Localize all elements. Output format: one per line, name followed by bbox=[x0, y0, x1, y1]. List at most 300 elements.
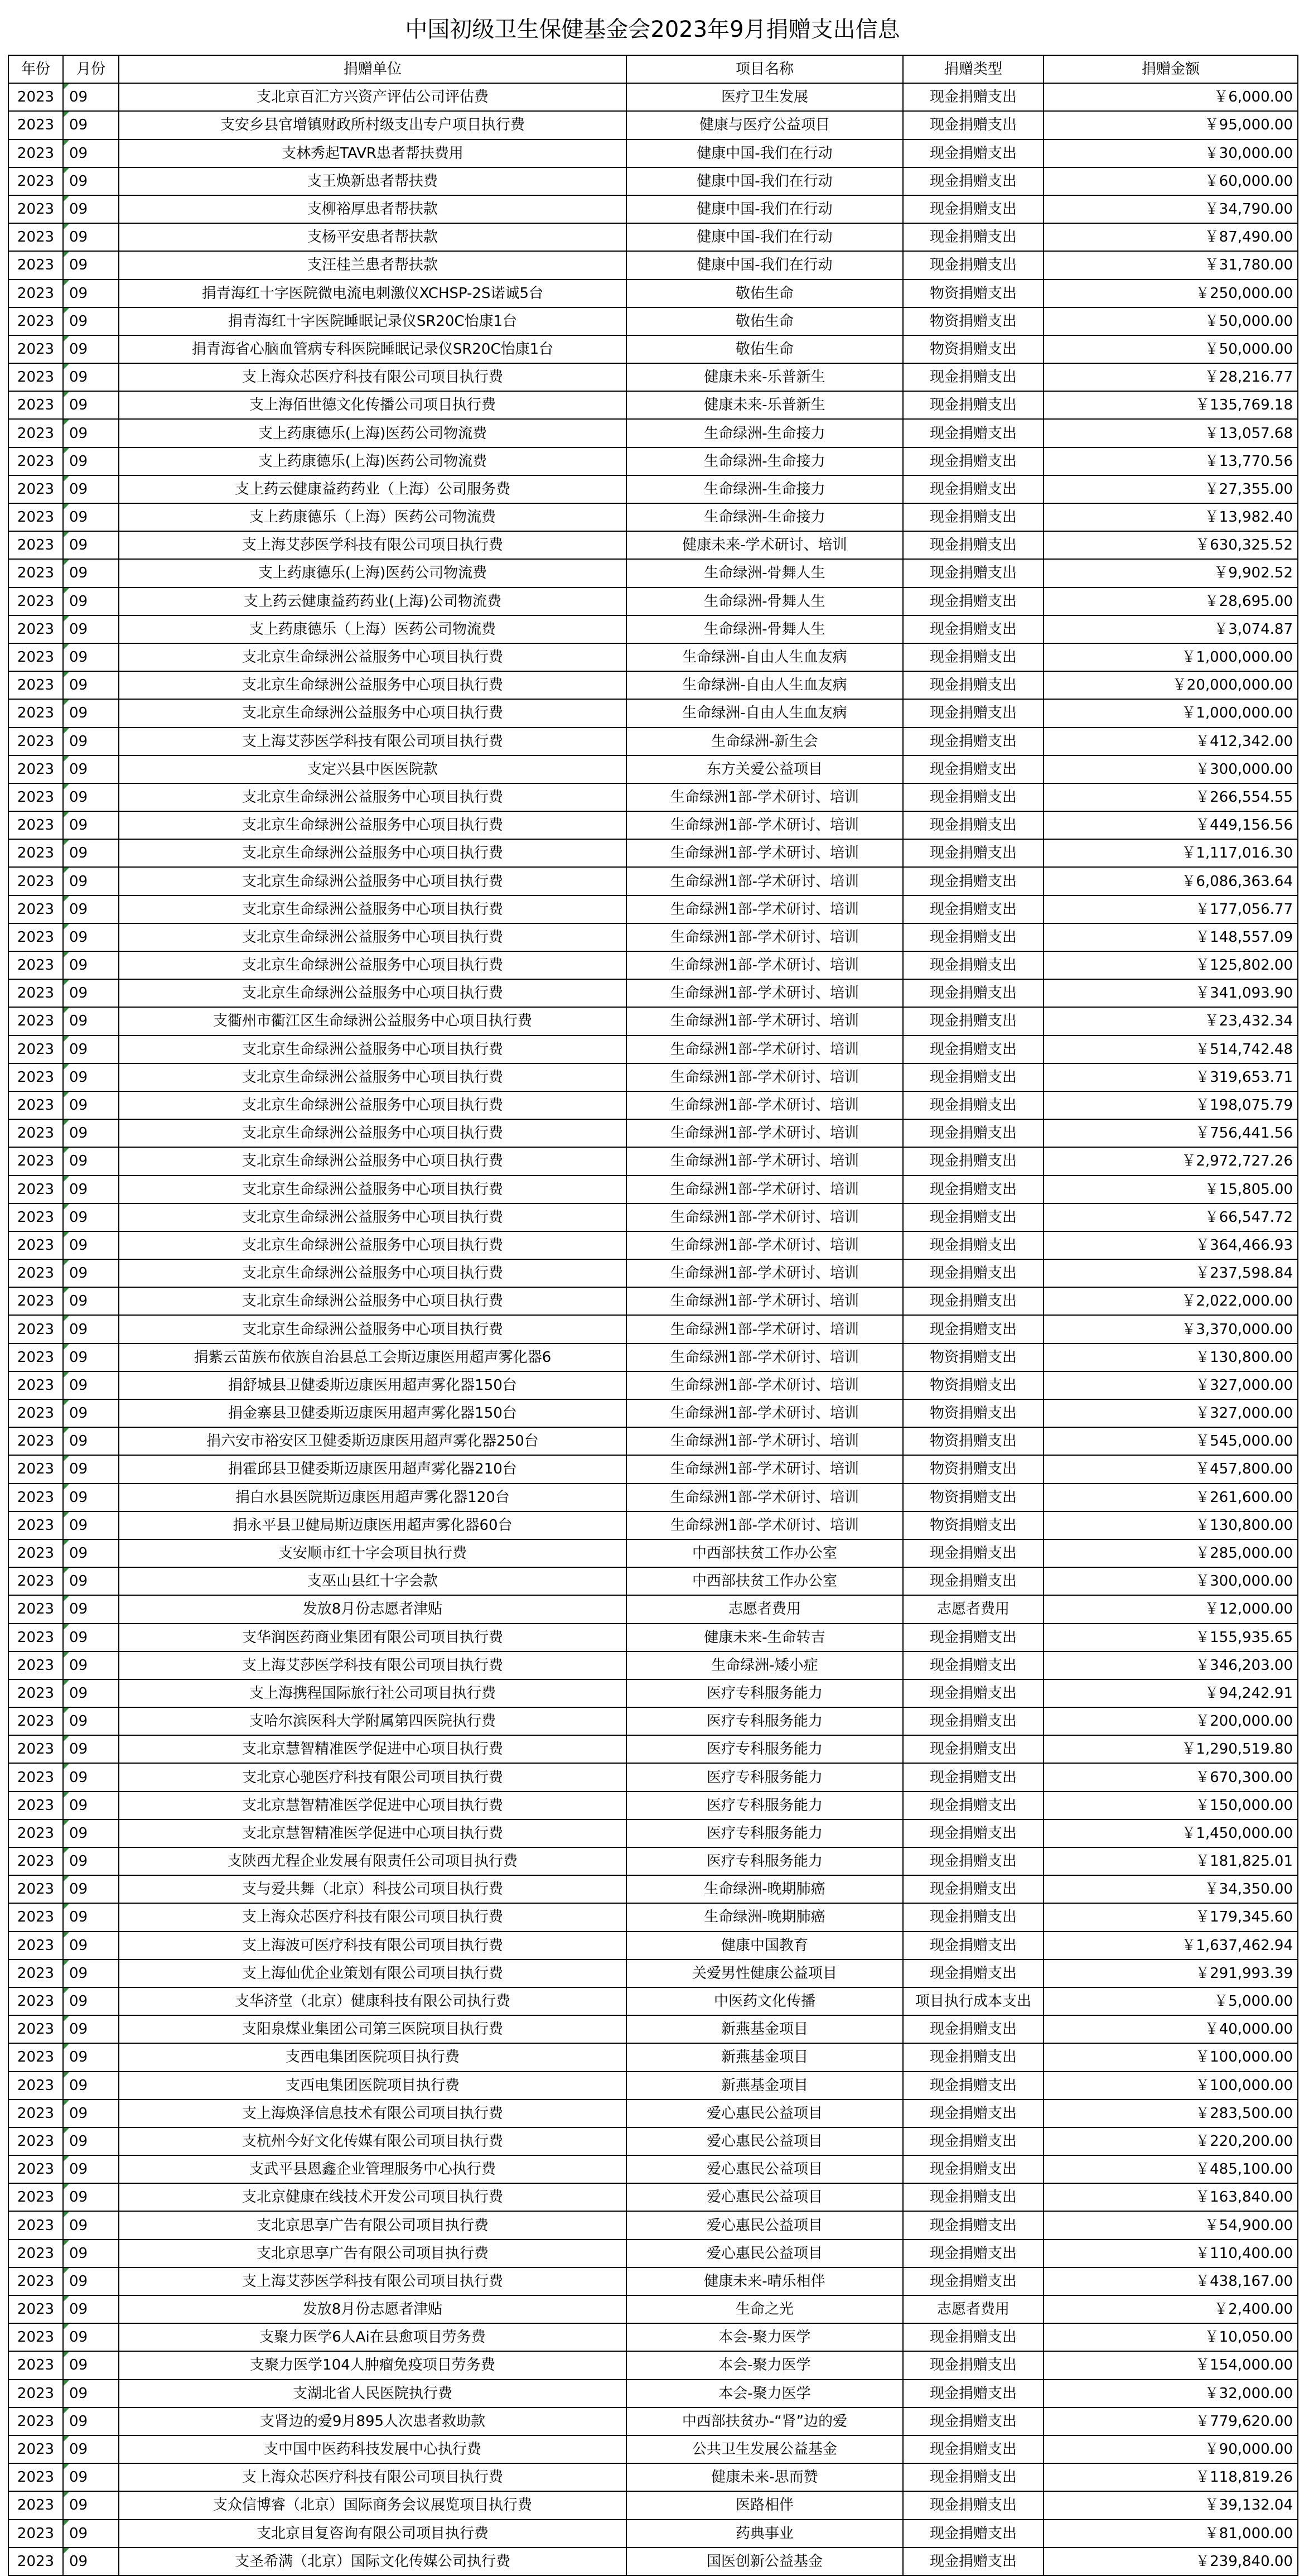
project-name-cell: 生命绿洲-矮小症 bbox=[626, 1651, 903, 1679]
donation-unit-cell: 支上海仙优企业策划有限公司项目执行费 bbox=[119, 1959, 626, 1987]
donation-unit-cell: 支西电集团医院项目执行费 bbox=[119, 2043, 626, 2071]
donation-unit-cell: 捐霍邱县卫健委斯迈康医用超声雾化器210台 bbox=[119, 1455, 626, 1483]
donation-unit-cell: 支北京生命绿洲公益服务中心项目执行费 bbox=[119, 923, 626, 951]
month-cell: 09 bbox=[63, 2267, 119, 2295]
donation-unit-cell: 支北京生命绿洲公益服务中心项目执行费 bbox=[119, 1231, 626, 1259]
donation-unit-cell: 支北京生命绿洲公益服务中心项目执行费 bbox=[119, 671, 626, 699]
year-cell: 2023 bbox=[8, 2267, 63, 2295]
table-row bbox=[8, 1819, 1298, 1847]
donation-amount-cell: ￥670,300.00 bbox=[1044, 1763, 1298, 1791]
table-row bbox=[8, 2183, 1298, 2211]
month-cell: 09 bbox=[63, 615, 119, 643]
donation-amount-cell: ￥630,325.52 bbox=[1044, 531, 1298, 559]
year-cell: 2023 bbox=[8, 1203, 63, 1231]
donation-unit-cell: 支上海波可医疗科技有限公司项目执行费 bbox=[119, 1932, 626, 1959]
donation-type-cell: 现金捐赠支出 bbox=[903, 895, 1044, 923]
project-name-cell: 生命绿洲1部-学术研讨、培训 bbox=[626, 1287, 903, 1315]
donation-type-cell: 现金捐赠支出 bbox=[903, 2240, 1044, 2267]
month-cell: 09 bbox=[63, 1484, 119, 1511]
table-row bbox=[8, 1259, 1298, 1287]
donation-amount-cell: ￥5,000.00 bbox=[1044, 1987, 1298, 2015]
table-row bbox=[8, 1847, 1298, 1875]
table-row bbox=[8, 2408, 1298, 2435]
donation-type-cell: 现金捐赠支出 bbox=[903, 1763, 1044, 1791]
month-cell: 09 bbox=[63, 1932, 119, 1959]
donation-unit-cell: 支定兴县中医医院款 bbox=[119, 755, 626, 783]
month-cell: 09 bbox=[63, 2380, 119, 2408]
year-cell: 2023 bbox=[8, 1875, 63, 1903]
donation-unit-cell: 支聚力医学6人Ai在县愈项目劳务费 bbox=[119, 2323, 626, 2351]
table-row bbox=[8, 811, 1298, 839]
donation-type-cell: 现金捐赠支出 bbox=[903, 419, 1044, 447]
project-name-cell: 中西部扶贫工作办公室 bbox=[626, 1539, 903, 1567]
donation-amount-cell: ￥50,000.00 bbox=[1044, 307, 1298, 335]
donation-amount-cell: ￥34,350.00 bbox=[1044, 1875, 1298, 1903]
donation-unit-cell: 支北京生命绿洲公益服务中心项目执行费 bbox=[119, 895, 626, 923]
project-name-cell: 新燕基金项目 bbox=[626, 2015, 903, 2043]
donation-type-cell: 现金捐赠支出 bbox=[903, 2463, 1044, 2491]
project-name-cell: 生命绿洲-新生会 bbox=[626, 728, 903, 755]
donation-unit-cell: 支北京生命绿洲公益服务中心项目执行费 bbox=[119, 979, 626, 1007]
project-name-cell: 爱心惠民公益项目 bbox=[626, 2211, 903, 2239]
table-row bbox=[8, 1567, 1298, 1595]
donation-unit-cell: 支西电集团医院项目执行费 bbox=[119, 2072, 626, 2100]
project-name-cell: 生命绿洲-生命接力 bbox=[626, 447, 903, 475]
month-cell: 09 bbox=[63, 923, 119, 951]
table-row bbox=[8, 167, 1298, 195]
donation-amount-cell: ￥2,022,000.00 bbox=[1044, 1287, 1298, 1315]
month-cell: 09 bbox=[63, 1819, 119, 1847]
donation-amount-cell: ￥20,000,000.00 bbox=[1044, 671, 1298, 699]
donation-type-cell: 现金捐赠支出 bbox=[903, 2380, 1044, 2408]
donation-amount-cell: ￥327,000.00 bbox=[1044, 1371, 1298, 1399]
donation-type-cell: 现金捐赠支出 bbox=[903, 615, 1044, 643]
donation-amount-cell: ￥40,000.00 bbox=[1044, 2015, 1298, 2043]
document-title: 中国初级卫生保健基金会2023年9月捐赠支出信息 bbox=[405, 16, 900, 42]
donation-unit-cell: 支圣希满（北京）国际文化传媒公司执行费 bbox=[119, 2548, 626, 2575]
donation-unit-cell: 支北京生命绿洲公益服务中心项目执行费 bbox=[119, 783, 626, 811]
table-row bbox=[8, 1539, 1298, 1567]
year-cell: 2023 bbox=[8, 2155, 63, 2183]
project-name-cell: 新燕基金项目 bbox=[626, 2072, 903, 2100]
month-cell: 09 bbox=[63, 895, 119, 923]
donation-amount-cell: ￥87,490.00 bbox=[1044, 223, 1298, 251]
donation-amount-cell: ￥54,900.00 bbox=[1044, 2211, 1298, 2239]
year-cell: 2023 bbox=[8, 1651, 63, 1679]
donation-type-cell: 现金捐赠支出 bbox=[903, 1007, 1044, 1035]
donation-unit-cell: 支北京心驰医疗科技有限公司项目执行费 bbox=[119, 1763, 626, 1791]
table-row bbox=[8, 475, 1298, 503]
donation-type-cell: 现金捐赠支出 bbox=[903, 559, 1044, 587]
month-cell: 09 bbox=[63, 2295, 119, 2323]
month-cell: 09 bbox=[63, 671, 119, 699]
table-row bbox=[8, 2463, 1298, 2491]
month-cell: 09 bbox=[63, 1371, 119, 1399]
project-name-cell: 中医药文化传播 bbox=[626, 1987, 903, 2015]
month-cell: 09 bbox=[63, 1511, 119, 1539]
month-cell: 09 bbox=[63, 1315, 119, 1343]
donation-type-cell: 现金捐赠支出 bbox=[903, 1707, 1044, 1735]
project-name-cell: 生命绿洲-骨舞人生 bbox=[626, 615, 903, 643]
donation-amount-cell: ￥150,000.00 bbox=[1044, 1792, 1298, 1819]
donation-unit-cell: 支北京生命绿洲公益服务中心项目执行费 bbox=[119, 699, 626, 727]
project-name-cell: 医疗专科服务能力 bbox=[626, 1735, 903, 1763]
table-row bbox=[8, 1651, 1298, 1679]
year-cell: 2023 bbox=[8, 1847, 63, 1875]
donation-unit-cell: 支湖北省人民医院执行费 bbox=[119, 2380, 626, 2408]
donation-amount-cell: ￥364,466.93 bbox=[1044, 1231, 1298, 1259]
month-cell: 09 bbox=[63, 1119, 119, 1147]
donation-type-cell: 现金捐赠支出 bbox=[903, 1875, 1044, 1903]
year-cell: 2023 bbox=[8, 1792, 63, 1819]
donation-unit-cell: 支衢州市衢江区生命绿洲公益服务中心项目执行费 bbox=[119, 1007, 626, 1035]
table-row bbox=[8, 1624, 1298, 1651]
month-cell: 09 bbox=[63, 1344, 119, 1371]
donation-amount-cell: ￥31,780.00 bbox=[1044, 251, 1298, 279]
month-cell: 09 bbox=[63, 2548, 119, 2575]
project-name-cell: 志愿者费用 bbox=[626, 1595, 903, 1623]
donation-unit-cell: 支上海众芯医疗科技有限公司项目执行费 bbox=[119, 363, 626, 391]
table-row bbox=[8, 447, 1298, 475]
donation-type-cell: 志愿者费用 bbox=[903, 2295, 1044, 2323]
table-row bbox=[8, 251, 1298, 279]
month-cell: 09 bbox=[63, 83, 119, 111]
donation-type-cell: 现金捐赠支出 bbox=[903, 503, 1044, 531]
donation-unit-cell: 支王焕新患者帮扶费 bbox=[119, 167, 626, 195]
table-row bbox=[8, 895, 1298, 923]
year-cell: 2023 bbox=[8, 167, 63, 195]
donation-type-cell: 现金捐赠支出 bbox=[903, 1792, 1044, 1819]
donation-amount-cell: ￥412,342.00 bbox=[1044, 728, 1298, 755]
donation-amount-cell: ￥319,653.71 bbox=[1044, 1063, 1298, 1091]
year-cell: 2023 bbox=[8, 1987, 63, 2015]
month-cell: 09 bbox=[63, 755, 119, 783]
donation-amount-cell: ￥3,370,000.00 bbox=[1044, 1315, 1298, 1343]
donation-amount-cell: ￥285,000.00 bbox=[1044, 1539, 1298, 1567]
donation-unit-cell: 支林秀起TAVR患者帮扶费用 bbox=[119, 139, 626, 167]
donation-unit-cell: 支北京生命绿洲公益服务中心项目执行费 bbox=[119, 1063, 626, 1091]
donation-unit-cell: 支北京生命绿洲公益服务中心项目执行费 bbox=[119, 643, 626, 671]
column-header-year: 年份 bbox=[8, 55, 63, 83]
month-cell: 09 bbox=[63, 335, 119, 363]
project-name-cell: 本会-聚力医学 bbox=[626, 2380, 903, 2408]
table-row bbox=[8, 2351, 1298, 2379]
year-cell: 2023 bbox=[8, 728, 63, 755]
year-cell: 2023 bbox=[8, 755, 63, 783]
donation-unit-cell: 支华济堂（北京）健康科技有限公司执行费 bbox=[119, 1987, 626, 2015]
month-cell: 09 bbox=[63, 1763, 119, 1791]
year-cell: 2023 bbox=[8, 2072, 63, 2100]
year-cell: 2023 bbox=[8, 1231, 63, 1259]
month-cell: 09 bbox=[63, 280, 119, 307]
project-name-cell: 健康未来-思而赞 bbox=[626, 2463, 903, 2491]
table-row bbox=[8, 2491, 1298, 2519]
year-cell: 2023 bbox=[8, 2380, 63, 2408]
donation-amount-cell: ￥181,825.01 bbox=[1044, 1847, 1298, 1875]
donation-type-cell: 项目执行成本支出 bbox=[903, 1987, 1044, 2015]
table-row bbox=[8, 643, 1298, 671]
donation-unit-cell: 发放8月份志愿者津贴 bbox=[119, 1595, 626, 1623]
donation-type-cell: 物资捐赠支出 bbox=[903, 1371, 1044, 1399]
donation-amount-cell: ￥100,000.00 bbox=[1044, 2072, 1298, 2100]
month-cell: 09 bbox=[63, 2127, 119, 2155]
year-cell: 2023 bbox=[8, 588, 63, 615]
table-row bbox=[8, 839, 1298, 867]
year-cell: 2023 bbox=[8, 1063, 63, 1091]
month-cell: 09 bbox=[63, 588, 119, 615]
donation-unit-cell: 捐金寨县卫健委斯迈康医用超声雾化器150台 bbox=[119, 1399, 626, 1427]
project-name-cell: 健康中国教育 bbox=[626, 1932, 903, 1959]
donation-amount-cell: ￥13,057.68 bbox=[1044, 419, 1298, 447]
donation-unit-cell: 支上药康德乐(上海)医药公司物流费 bbox=[119, 559, 626, 587]
year-cell: 2023 bbox=[8, 643, 63, 671]
donation-amount-cell: ￥154,000.00 bbox=[1044, 2351, 1298, 2379]
month-cell: 09 bbox=[63, 643, 119, 671]
project-name-cell: 生命绿洲1部-学术研讨、培训 bbox=[626, 1147, 903, 1175]
table-row bbox=[8, 1344, 1298, 1371]
table-row bbox=[8, 559, 1298, 587]
project-name-cell: 爱心惠民公益项目 bbox=[626, 2183, 903, 2211]
table-row bbox=[8, 923, 1298, 951]
table-row bbox=[8, 2267, 1298, 2295]
donation-unit-cell: 支上海众芯医疗科技有限公司项目执行费 bbox=[119, 1903, 626, 1931]
donation-type-cell: 现金捐赠支出 bbox=[903, 2351, 1044, 2379]
year-cell: 2023 bbox=[8, 1036, 63, 1063]
month-cell: 09 bbox=[63, 2043, 119, 2071]
project-name-cell: 生命绿洲1部-学术研讨、培训 bbox=[626, 923, 903, 951]
project-name-cell: 敬佑生命 bbox=[626, 335, 903, 363]
donation-amount-cell: ￥198,075.79 bbox=[1044, 1091, 1298, 1119]
donation-amount-cell: ￥300,000.00 bbox=[1044, 1567, 1298, 1595]
donation-amount-cell: ￥250,000.00 bbox=[1044, 280, 1298, 307]
table-row bbox=[8, 2072, 1298, 2100]
donation-type-cell: 物资捐赠支出 bbox=[903, 280, 1044, 307]
project-name-cell: 生命绿洲1部-学术研讨、培训 bbox=[626, 979, 903, 1007]
year-cell: 2023 bbox=[8, 391, 63, 419]
donation-unit-cell: 支北京生命绿洲公益服务中心项目执行费 bbox=[119, 1091, 626, 1119]
donation-type-cell: 现金捐赠支出 bbox=[903, 2267, 1044, 2295]
project-name-cell: 健康中国-我们在行动 bbox=[626, 223, 903, 251]
donation-type-cell: 现金捐赠支出 bbox=[903, 2127, 1044, 2155]
month-cell: 09 bbox=[63, 139, 119, 167]
donation-unit-cell: 支上海携程国际旅行社公司项目执行费 bbox=[119, 1679, 626, 1707]
project-name-cell: 生命绿洲1部-学术研讨、培训 bbox=[626, 811, 903, 839]
month-cell: 09 bbox=[63, 2240, 119, 2267]
donation-unit-cell: 支肾边的爱9月895人次患者救助款 bbox=[119, 2408, 626, 2435]
table-row bbox=[8, 1932, 1298, 1959]
year-cell: 2023 bbox=[8, 1287, 63, 1315]
donation-unit-cell: 支上海焕泽信息技术有限公司项目执行费 bbox=[119, 2100, 626, 2127]
table-row bbox=[8, 1427, 1298, 1455]
year-cell: 2023 bbox=[8, 2435, 63, 2463]
donation-type-cell: 现金捐赠支出 bbox=[903, 1036, 1044, 1063]
table-row bbox=[8, 2435, 1298, 2463]
table-row bbox=[8, 2155, 1298, 2183]
project-name-cell: 健康未来-乐普新生 bbox=[626, 363, 903, 391]
donation-type-cell: 物资捐赠支出 bbox=[903, 1344, 1044, 1371]
table-row bbox=[8, 1903, 1298, 1931]
table-row bbox=[8, 755, 1298, 783]
project-name-cell: 生命绿洲1部-学术研讨、培训 bbox=[626, 1511, 903, 1539]
month-cell: 09 bbox=[63, 2155, 119, 2183]
donation-unit-cell: 支上药云健康益药药业(上海)公司物流费 bbox=[119, 588, 626, 615]
donation-type-cell: 现金捐赠支出 bbox=[903, 2043, 1044, 2071]
donation-amount-cell: ￥39,132.04 bbox=[1044, 2491, 1298, 2519]
donation-amount-cell: ￥9,902.52 bbox=[1044, 559, 1298, 587]
project-name-cell: 生命绿洲1部-学术研讨、培训 bbox=[626, 1344, 903, 1371]
year-cell: 2023 bbox=[8, 1147, 63, 1175]
project-name-cell: 生命绿洲1部-学术研讨、培训 bbox=[626, 1176, 903, 1203]
table-row bbox=[8, 2100, 1298, 2127]
month-cell: 09 bbox=[63, 2183, 119, 2211]
project-name-cell: 生命绿洲-生命接力 bbox=[626, 475, 903, 503]
table-row bbox=[8, 1091, 1298, 1119]
month-cell: 09 bbox=[63, 1875, 119, 1903]
donation-amount-cell: ￥1,000,000.00 bbox=[1044, 699, 1298, 727]
donation-table bbox=[8, 55, 1298, 2576]
donation-unit-cell: 支北京思享广告有限公司项目执行费 bbox=[119, 2240, 626, 2267]
donation-type-cell: 现金捐赠支出 bbox=[903, 839, 1044, 867]
donation-unit-cell: 支北京慧智精准医学促进中心项目执行费 bbox=[119, 1792, 626, 1819]
donation-amount-cell: ￥118,819.26 bbox=[1044, 2463, 1298, 2491]
donation-unit-cell: 支杭州今好文化传媒有限公司项目执行费 bbox=[119, 2127, 626, 2155]
table-row bbox=[8, 223, 1298, 251]
donation-type-cell: 现金捐赠支出 bbox=[903, 1624, 1044, 1651]
project-name-cell: 生命绿洲1部-学术研讨、培训 bbox=[626, 1063, 903, 1091]
year-cell: 2023 bbox=[8, 503, 63, 531]
column-header-donation-unit: 捐赠单位 bbox=[119, 55, 626, 83]
donation-type-cell: 物资捐赠支出 bbox=[903, 1455, 1044, 1483]
donation-amount-cell: ￥179,345.60 bbox=[1044, 1903, 1298, 1931]
project-name-cell: 医疗专科服务能力 bbox=[626, 1707, 903, 1735]
table-row bbox=[8, 1959, 1298, 1987]
project-name-cell: 生命绿洲-骨舞人生 bbox=[626, 559, 903, 587]
project-name-cell: 健康未来-晴乐相伴 bbox=[626, 2267, 903, 2295]
month-cell: 09 bbox=[63, 1259, 119, 1287]
month-cell: 09 bbox=[63, 559, 119, 587]
donation-type-cell: 现金捐赠支出 bbox=[903, 1259, 1044, 1287]
donation-type-cell: 现金捐赠支出 bbox=[903, 167, 1044, 195]
month-cell: 09 bbox=[63, 391, 119, 419]
project-name-cell: 中西部扶贫工作办公室 bbox=[626, 1567, 903, 1595]
project-name-cell: 药典事业 bbox=[626, 2520, 903, 2548]
year-cell: 2023 bbox=[8, 1119, 63, 1147]
table-row bbox=[8, 307, 1298, 335]
donation-amount-cell: ￥6,086,363.64 bbox=[1044, 867, 1298, 895]
donation-amount-cell: ￥2,400.00 bbox=[1044, 2295, 1298, 2323]
year-cell: 2023 bbox=[8, 447, 63, 475]
month-cell: 09 bbox=[63, 839, 119, 867]
column-header-month: 月份 bbox=[63, 55, 119, 83]
month-cell: 09 bbox=[63, 2015, 119, 2043]
project-name-cell: 公共卫生发展公益基金 bbox=[626, 2435, 903, 2463]
month-cell: 09 bbox=[63, 2211, 119, 2239]
donation-unit-cell: 支上药康德乐（上海）医药公司物流费 bbox=[119, 503, 626, 531]
month-cell: 09 bbox=[63, 195, 119, 223]
project-name-cell: 生命绿洲-晚期肺癌 bbox=[626, 1903, 903, 1931]
donation-type-cell: 现金捐赠支出 bbox=[903, 1091, 1044, 1119]
year-cell: 2023 bbox=[8, 2323, 63, 2351]
month-cell: 09 bbox=[63, 1567, 119, 1595]
year-cell: 2023 bbox=[8, 1371, 63, 1399]
donation-amount-cell: ￥266,554.55 bbox=[1044, 783, 1298, 811]
donation-type-cell: 现金捐赠支出 bbox=[903, 728, 1044, 755]
donation-unit-cell: 支北京生命绿洲公益服务中心项目执行费 bbox=[119, 1119, 626, 1147]
year-cell: 2023 bbox=[8, 251, 63, 279]
donation-type-cell: 物资捐赠支出 bbox=[903, 1511, 1044, 1539]
month-cell: 09 bbox=[63, 2323, 119, 2351]
table-row bbox=[8, 951, 1298, 979]
donation-amount-cell: ￥27,355.00 bbox=[1044, 475, 1298, 503]
month-cell: 09 bbox=[63, 111, 119, 139]
donation-unit-cell: 支上海艾莎医学科技有限公司项目执行费 bbox=[119, 1651, 626, 1679]
donation-unit-cell: 支上海艾莎医学科技有限公司项目执行费 bbox=[119, 2267, 626, 2295]
project-name-cell: 生命绿洲1部-学术研讨、培训 bbox=[626, 1371, 903, 1399]
month-cell: 09 bbox=[63, 1735, 119, 1763]
column-header-project-name: 项目名称 bbox=[626, 55, 903, 83]
donation-unit-cell: 支北京慧智精准医学促进中心项目执行费 bbox=[119, 1819, 626, 1847]
donation-unit-cell: 支上海佰世德文化传播公司项目执行费 bbox=[119, 391, 626, 419]
donation-unit-cell: 支北京目复咨询有限公司项目执行费 bbox=[119, 2520, 626, 2548]
donation-amount-cell: ￥110,400.00 bbox=[1044, 2240, 1298, 2267]
year-cell: 2023 bbox=[8, 1595, 63, 1623]
year-cell: 2023 bbox=[8, 839, 63, 867]
table-row bbox=[8, 1875, 1298, 1903]
donation-unit-cell: 支安乡县官增镇财政所村级支出专户项目执行费 bbox=[119, 111, 626, 139]
month-cell: 09 bbox=[63, 699, 119, 727]
donation-type-cell: 现金捐赠支出 bbox=[903, 1063, 1044, 1091]
year-cell: 2023 bbox=[8, 1455, 63, 1483]
table-row bbox=[8, 2211, 1298, 2239]
month-cell: 09 bbox=[63, 1903, 119, 1931]
donation-amount-cell: ￥449,156.56 bbox=[1044, 811, 1298, 839]
month-cell: 09 bbox=[63, 1595, 119, 1623]
donation-unit-cell: 支北京慧智精准医学促进中心项目执行费 bbox=[119, 1735, 626, 1763]
month-cell: 09 bbox=[63, 251, 119, 279]
year-cell: 2023 bbox=[8, 280, 63, 307]
project-name-cell: 生命绿洲1部-学术研讨、培训 bbox=[626, 839, 903, 867]
donation-unit-cell: 支陕西尤程企业发展有限责任公司项目执行费 bbox=[119, 1847, 626, 1875]
donation-unit-cell: 捐永平县卫健局斯迈康医用超声雾化器60台 bbox=[119, 1511, 626, 1539]
year-cell: 2023 bbox=[8, 307, 63, 335]
year-cell: 2023 bbox=[8, 2463, 63, 2491]
donation-unit-cell: 支上海艾莎医学科技有限公司项目执行费 bbox=[119, 531, 626, 559]
document-page bbox=[8, 0, 1297, 2576]
donation-type-cell: 现金捐赠支出 bbox=[903, 2015, 1044, 2043]
year-cell: 2023 bbox=[8, 1903, 63, 1931]
donation-amount-cell: ￥1,450,000.00 bbox=[1044, 1819, 1298, 1847]
project-name-cell: 生命绿洲1部-学术研讨、培训 bbox=[626, 1315, 903, 1343]
project-name-cell: 健康未来-学术研讨、培训 bbox=[626, 531, 903, 559]
year-cell: 2023 bbox=[8, 895, 63, 923]
donation-type-cell: 现金捐赠支出 bbox=[903, 83, 1044, 111]
year-cell: 2023 bbox=[8, 2408, 63, 2435]
donation-amount-cell: ￥3,074.87 bbox=[1044, 615, 1298, 643]
donation-unit-cell: 支北京生命绿洲公益服务中心项目执行费 bbox=[119, 1259, 626, 1287]
month-cell: 09 bbox=[63, 1063, 119, 1091]
donation-type-cell: 现金捐赠支出 bbox=[903, 111, 1044, 139]
month-cell: 09 bbox=[63, 223, 119, 251]
donation-type-cell: 现金捐赠支出 bbox=[903, 1315, 1044, 1343]
project-name-cell: 医疗专科服务能力 bbox=[626, 1763, 903, 1791]
project-name-cell: 医疗卫生发展 bbox=[626, 83, 903, 111]
donation-type-cell: 现金捐赠支出 bbox=[903, 2520, 1044, 2548]
year-cell: 2023 bbox=[8, 1007, 63, 1035]
table-row bbox=[8, 2548, 1298, 2575]
donation-amount-cell: ￥125,802.00 bbox=[1044, 951, 1298, 979]
donation-type-cell: 现金捐赠支出 bbox=[903, 2155, 1044, 2183]
donation-type-cell: 物资捐赠支出 bbox=[903, 1399, 1044, 1427]
